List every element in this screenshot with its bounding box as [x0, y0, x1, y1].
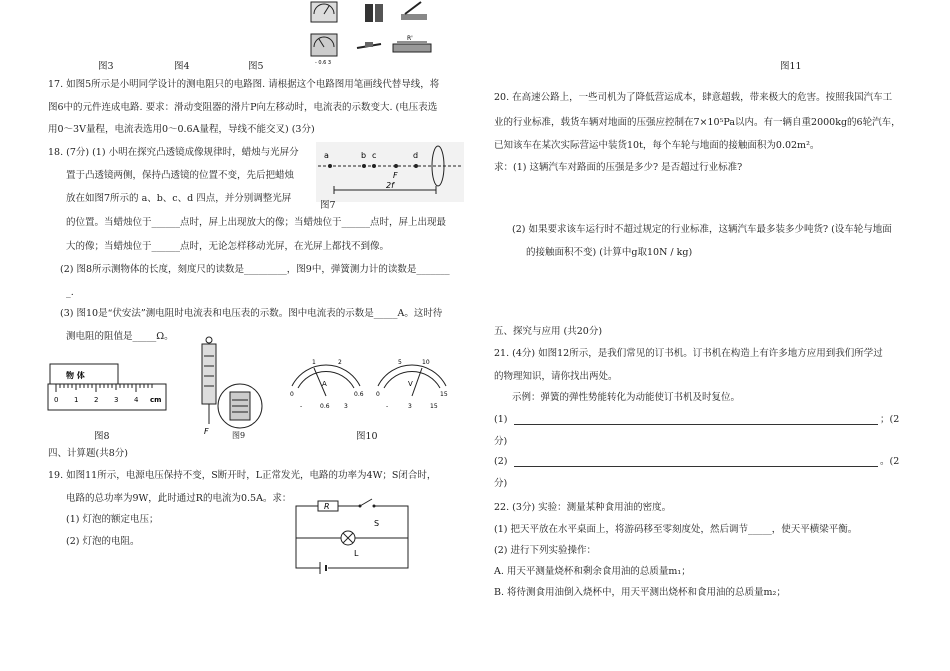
q17-line-2: 图6中的元件连成电路. 要求：滑动变阻器的滑片P向左移动时，电流表的示数变大. (电压表选	[48, 102, 438, 113]
fig10-voltmeter-t2: 3	[408, 403, 412, 410]
q21-answer-2-label: (2)	[494, 456, 508, 467]
q21-answer-1-blank[interactable]	[514, 424, 878, 425]
fig10-voltmeter-t1: -	[386, 403, 389, 410]
section-4-heading: 四、计算题(共8分)	[48, 448, 128, 459]
section-5-heading: 五、探究与应用 (共20分)	[494, 326, 603, 337]
fig7-point-F: F	[393, 171, 398, 180]
q20-line-1: 20. 在高速公路上，一些司机为了降低营运成本，肆意超载，带来极大的危害。按照我国汽车工	[494, 92, 893, 103]
fig10-voltmeter-5: 5	[398, 359, 402, 366]
q19-line-4: (2) 灯泡的电阻。	[66, 536, 140, 547]
q20-line-4: 求：(1) 这辆汽车对路面的压强是多少? 是否超过行业标准?	[494, 162, 743, 173]
figure-4-label: 图4	[174, 61, 190, 72]
fig10-ammeter-0: 0	[290, 391, 294, 398]
q22-line-2: (1) 把天平放在水平桌面上，将游码移至零刻度处，然后调节_____，使天平横梁平衡。	[494, 524, 858, 535]
fig8-object-label: 物 体	[66, 371, 85, 380]
figure-10-meters	[284, 356, 454, 422]
fig11-L-label: L	[354, 549, 359, 558]
figure-8-label: 图8	[94, 431, 110, 442]
fig8-tick-4: 4	[134, 396, 139, 404]
q21-example: 示例：弹簧的弹性势能转化为动能使订书机及时复位。	[512, 392, 741, 403]
q22-line-4: A. 用天平测量烧杯和剩余食用油的总质量m₁；	[494, 566, 691, 577]
fig10-voltmeter-15: 15	[440, 391, 448, 398]
figure-7-label: 图7	[320, 200, 336, 211]
fig10-voltmeter-t3: 15	[430, 403, 438, 410]
q19-line-1: 19. 如图11所示，电源电压保持不变，S断开时，L正常发光，电路的功率为4W；S闭合时，	[48, 470, 437, 481]
fig8-tick-3: 3	[114, 396, 119, 404]
q17-line-3: 用0～3V量程，电流表选用0～0.6A量程，导线不能交叉) (3分)	[48, 124, 315, 135]
q21-answer-1-label: (1)	[494, 414, 508, 425]
q18-line-1: 18. (7分) (1) 小明在探究凸透镜成像规律时，蜡烛与光屏分	[48, 147, 299, 158]
figure-8-ruler	[46, 362, 176, 414]
fig7-2f-label: 2f	[386, 181, 394, 190]
figure-3-label: 图3	[98, 61, 114, 72]
figure-11-label: 图11	[780, 61, 802, 72]
q19-line-3: (1) 灯泡的额定电压；	[66, 514, 159, 525]
q18-line-6: (2) 图8所示测物体的长度，刻度尺的读数是_________，图9中，弹簧测力计的读数是_______	[60, 264, 450, 275]
figure-7-optical-bench	[316, 142, 464, 202]
q22-line-3: (2) 进行下列实验操作：	[494, 545, 596, 556]
q18-line-5: 大的像；当蜡烛位于______点时，无论怎样移动光屏，在光屏上都找不到像。	[66, 241, 390, 252]
fig10-ammeter-2: 2	[338, 359, 342, 366]
q19-line-2: 电路的总功率为9W，此时通过R的电流为0.5A。求：	[66, 493, 292, 504]
q18-line-9: 测电阻的阻值是_____Ω。	[66, 331, 174, 342]
svg-text:R': R'	[407, 35, 413, 42]
fig7-point-c: c	[372, 151, 377, 160]
fig7-point-a: a	[324, 151, 329, 160]
fig8-tick-2: 2	[94, 396, 99, 404]
q21-answer-2-tail: 。(2	[880, 456, 900, 467]
fig10-ammeter-t3: 3	[344, 403, 348, 410]
figure-10-label: 图10	[356, 431, 378, 442]
fig10-voltmeter-0: 0	[376, 391, 380, 398]
top-equipment-figure	[305, 0, 435, 66]
q21-answer-1-tail: ；(2	[880, 414, 900, 425]
svg-text:F: F	[204, 427, 209, 436]
q20-2-line-2: 的接触面积不变) (计算中g取10N / kg)	[526, 247, 693, 258]
q18-line-3: 放在如图7所示的 a、b、c、d 四点，并分别调整光屏	[66, 193, 292, 204]
q21-line-2: 的物理知识，请你找出两处。	[494, 371, 618, 382]
q18-line-4: 的位置。当蜡烛位于______点时，屏上出现放大的像；当蜡烛位于______点时，屏上出现最	[66, 217, 447, 228]
fig11-S-label: S	[374, 519, 380, 528]
fig7-point-d: d	[413, 151, 419, 160]
fig11-R-label: R	[324, 502, 330, 511]
q20-2-line-1: (2) 如果要求该车运行时不超过规定的行业标准，这辆汽车最多装多少吨货? (设车轮与地面	[512, 224, 892, 235]
q18-line-2: 置于凸透镜两侧，保持凸透镜的位置不变，先后把蜡烛	[66, 170, 295, 181]
q18-line-8: (3) 图10是“伏安法”测电阻时电流表和电压表的示数。图中电流表的示数是_____A。这时待	[60, 308, 443, 319]
fig10-voltmeter-10: 10	[422, 359, 430, 366]
q21-answer-2-blank[interactable]	[514, 466, 878, 467]
fig10-ammeter-t2: 0.6	[320, 403, 330, 410]
figure-11-circuit	[290, 498, 414, 576]
fig8-tick-0: 0	[54, 396, 59, 404]
q17-line-1: 17. 如图5所示是小明同学设计的测电阻只的电路图. 请根据这个电路图用笔画线代替导线，将	[48, 79, 440, 90]
q21-answer-1-score: 分)	[494, 436, 508, 447]
figure-9-spring-balance	[192, 336, 264, 440]
fig8-tick-1: 1	[74, 396, 79, 404]
fig10-ammeter-symbol: A	[322, 380, 327, 388]
figure-5-label: 图5	[248, 61, 264, 72]
q22-line-1: 22. (3分) 实验：测量某种食用油的密度。	[494, 502, 672, 513]
fig10-ammeter-1: 1	[312, 359, 316, 366]
fig10-ammeter-t1: -	[300, 403, 303, 410]
q22-line-5: B. 将待测食用油倒入烧杯中，用天平测出烧杯和食用油的总质量m₂；	[494, 587, 786, 598]
svg-text:- 0.6 3: - 0.6 3	[315, 60, 332, 66]
fig10-voltmeter-symbol: V	[408, 380, 413, 388]
figure-9-label: 图9	[232, 431, 246, 440]
q20-line-3: 已知该车在某次实际营运中装货10t，每个车轮与地面的接触面积为0.02m²。	[494, 140, 820, 151]
fig7-point-b: b	[361, 151, 367, 160]
q18-line-7: _.	[66, 287, 74, 298]
q21-line-1: 21. (4分) 如图12所示，是我们常见的订书机。订书机在构造上有许多地方应用到我们所学过	[494, 348, 883, 359]
fig10-ammeter-06: 0.6	[354, 391, 364, 398]
q20-line-2: 业的行业标准，载货车辆对地面的压强应控制在7×10⁵Pa以内。有一辆自重2000kg的6轮汽车，	[494, 117, 901, 128]
fig8-unit: cm	[150, 396, 162, 404]
q21-answer-2-score: 分)	[494, 478, 508, 489]
